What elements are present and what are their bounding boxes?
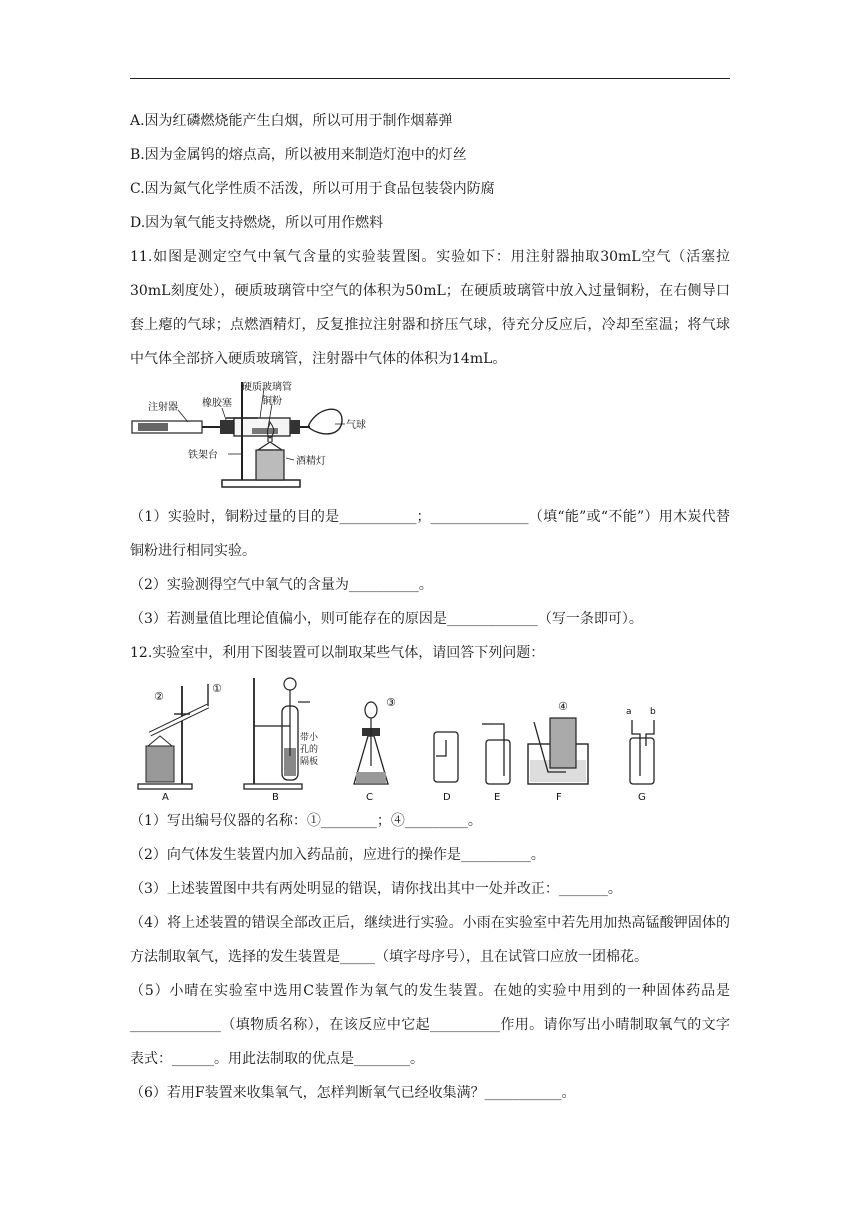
label-n4: ④ xyxy=(558,700,568,713)
label-plate-3: 隔板 xyxy=(300,757,319,767)
label-n1: ① xyxy=(212,682,222,695)
option-b: B.因为金属钨的熔点高，所以被用来制造灯泡中的灯丝 xyxy=(130,147,467,163)
label-e: E xyxy=(494,792,501,803)
apparatus-d xyxy=(434,732,458,782)
apparatus-f xyxy=(528,718,588,784)
question-12-part-1: （1）写出编号仪器的名称：①________；④_________。 xyxy=(130,813,482,829)
label-tube: 硬质玻璃管 xyxy=(242,382,292,393)
option-d: D.因为氧气能支持燃烧，所以可用作燃料 xyxy=(130,215,384,231)
question-12-stem: 12.实验室中，利用下图装置可以制取某些气体，请回答下列问题： xyxy=(130,645,545,661)
apparatus-c xyxy=(354,702,388,784)
figure-gas-apparatus xyxy=(130,676,730,804)
left-stopper xyxy=(220,420,234,434)
option-c: C.因为氮气化学性质不活泼，所以可用于食品包装袋内防腐 xyxy=(130,181,495,197)
label-c: C xyxy=(366,792,373,803)
apparatus-g xyxy=(630,720,654,784)
label-lamp: 酒精灯 xyxy=(296,456,326,467)
apparatus-a xyxy=(138,684,208,789)
option-a: A.因为红磷燃烧能产生白烟，所以可用于制作烟幕弹 xyxy=(130,113,453,129)
question-12-part-6: （6）若用F装置来收集氧气，怎样判断氧气已经收集满？___________。 xyxy=(130,1085,576,1101)
label-syringe: 注射器 xyxy=(148,402,178,413)
label-balloon: 气球 xyxy=(346,420,366,431)
question-11-part-2: （2）实验测得空气中氧气的含量为__________。 xyxy=(130,577,433,593)
label-g: G xyxy=(638,792,646,803)
label-port-a: a xyxy=(626,707,632,717)
label-n3: ③ xyxy=(386,696,396,709)
label-f: F xyxy=(556,792,562,803)
right-stopper xyxy=(290,420,300,434)
apparatus-e xyxy=(482,724,510,784)
figure-oxygen-apparatus xyxy=(130,380,730,492)
question-12-part-5: （5）小晴在实验室中选用C装置作为氧气的发生装置。在她的实验中用到的一种固体药品是_____________（填物质名称），在该反应中它起__________作用。请你写出小晴制取氧气的文字表式：______。用此法制取的优点是________。 xyxy=(130,983,730,1067)
question-11-part-3: （3）若测量值比理论值偏小，则可能存在的原因是_____________（写一条即可）。 xyxy=(130,611,643,627)
question-12-part-2: （2）向气体发生装置内加入药品前，应进行的操作是__________。 xyxy=(130,847,545,863)
header-rule xyxy=(130,78,730,79)
question-12-part-4: （4）将上述装置的错误全部改正后，继续进行实验。小雨在实验室中若先用加热高锰酸钾固体的方法制取氧气，选择的发生装置是_____（填字母序号），且在试管口应放一团棉花。 xyxy=(130,915,730,965)
label-n2: ② xyxy=(154,690,164,703)
label-stopper: 橡胶塞 xyxy=(202,398,232,409)
document-page xyxy=(130,104,730,1110)
question-11-stem: 11.如图是测定空气中氧气含量的实验装置图。实验如下：用注射器抽取30mL空气（活塞拉30mL刻度处），硬质玻璃管中空气的体积为50mL；在硬质玻璃管中放入过量铜粉，在右侧导口套上瘪的气球；点燃酒精灯，反复推拉注射器和挤压气球，待充分反应后，冷却至室温；将气球中气体全部挤入硬质玻璃管，注射器中气体的体积为14mL。 xyxy=(130,249,730,367)
balloon-drawing xyxy=(308,409,342,434)
label-d: D xyxy=(443,792,451,803)
label-copper: 铜粉 xyxy=(262,396,282,407)
label-a: A xyxy=(162,792,169,803)
label-b: B xyxy=(272,792,279,803)
label-stand: 铁架台 xyxy=(188,450,218,461)
question-12-part-3: （3）上述装置图中共有两处明显的错误，请你找出其中一处并改正：_______。 xyxy=(130,881,622,897)
label-plate-2: 孔的 xyxy=(300,745,319,755)
syringe-drawing xyxy=(132,421,222,433)
label-plate-1: 带小 xyxy=(300,733,319,743)
label-port-b: b xyxy=(650,707,656,717)
question-11-part-1: （1）实验时，铜粉过量的目的是___________；______________（填“能”或“不能”）用木炭代替铜粉进行相同实验。 xyxy=(130,509,730,559)
